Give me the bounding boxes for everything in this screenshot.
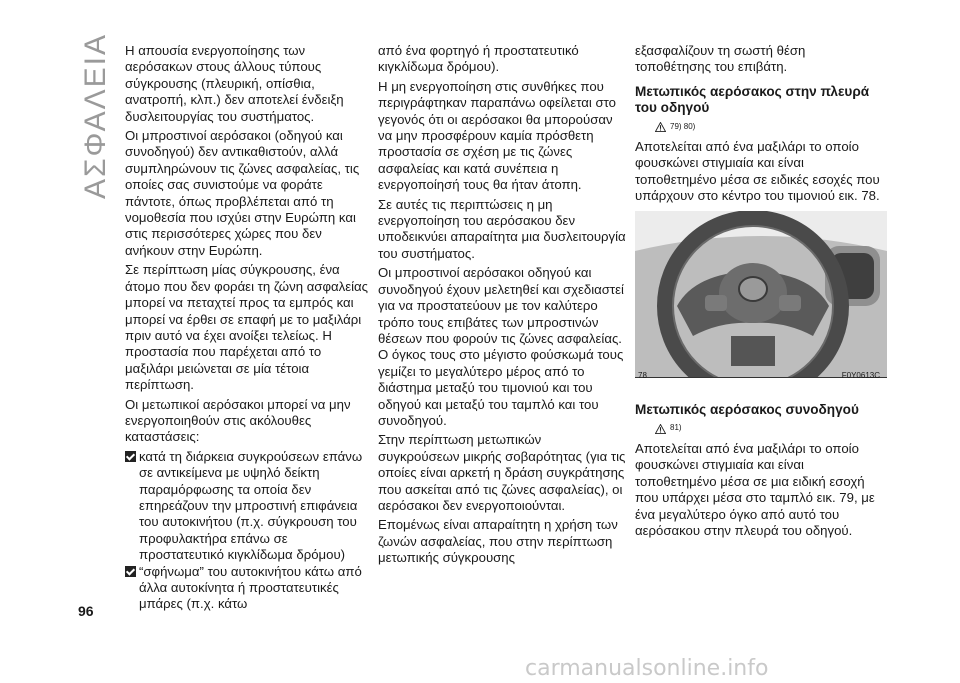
text-column-2 (378, 43, 626, 570)
paragraph: Σε αυτές τις περιπτώσεις η μη ενεργοποίηση του αερόσακου δεν υποδεικνύει απαραίτητα μια δυσλειτουργία του συστήματος. (378, 196, 626, 261)
paragraph: Οι μπροστινοί αερόσακοι (οδηγού και συνοδηγού) δεν αντικαθιστούν, αλλά συμπληρώνουν τις ζώνες ασφαλείας, τις οποίες σας συνιστούμε να φοράτε πάντοτε, όπως προβλέπεται από τη νομοθεσία που ισχύει στην Ευρώπη και στις περισσότερες χώρες που δεν ανήκουν στην Ευρώπη. (125, 128, 360, 258)
checkbox-bullet-icon (125, 451, 136, 462)
text-column-3 (635, 43, 883, 542)
paragraph: Επομένως είναι απαραίτητη η χρήση των ζωνών ασφαλείας, που στην περίπτωση μετωπικής σύγκρουσης (378, 517, 618, 566)
warning-references (655, 119, 883, 135)
figure-number: 78 (638, 370, 647, 380)
section-heading: Μετωπικός αερόσακος στην πλευρά του οδηγού (635, 83, 870, 116)
section-title (78, 32, 114, 200)
paragraph: Σε περίπτωση μίας σύγκρουσης, ένα άτομο που δεν φοράει τη ζώνη ασφαλείας μπορεί να πεταχτεί προς τα εμπρός και μπορεί να έρθει σε επαφή με το μαξιλάρι πριν αυτό να έχει ανοίξει τελείως. Η προστασία που παρέχεται από το μαξιλάρι μειώνεται σε μία τέτοια περίπτωση. (125, 262, 369, 393)
bullet-item (125, 449, 373, 564)
checkbox-bullet-icon (125, 566, 136, 577)
paragraph: από ένα φορτηγό ή προστατευτικό κιγκλίδωμα δρόμου). (378, 43, 579, 75)
paragraph: εξασφαλίζουν τη σωστή θέση τοποθέτησης του επιβάτη. (635, 43, 806, 75)
text-column-1 (125, 43, 373, 613)
page-number: 96 (78, 603, 94, 619)
section-title-text: ΑΣΦΑΛΕΙΑ (79, 32, 112, 200)
paragraph: Οι μπροστινοί αερόσακοι οδηγού και συνοδηγού έχουν μελετηθεί και σχεδιαστεί για να προστατεύουν με τον καλύτερο τρόπο τους επιβάτες των μπροστινών θέσεων που φορούν τις ζώνες ασφαλείας. Ο όγκος τους στο μέγιστο φούσκωμά τους γεμίζει το μεγαλύτερο μέρος από το διάστημα μεταξύ του τιμονιού και του οδηγού και μεταξύ του ταμπλό και του συνοδηγού. (378, 265, 624, 428)
steering-wheel-image (635, 211, 887, 377)
warning-triangle-icon (655, 424, 666, 434)
steering-wheel-figure (635, 211, 887, 378)
bullet-text: “σφήνωμα” του αυτοκινήτου κάτω από άλλα αυτοκίνητα ή προστατευτικές μπάρες (π.χ. κάτω (139, 563, 362, 612)
paragraph: Η μη ενεργοποίηση στις συνθήκες που περιγράφτηκαν παραπάνω οφείλεται στο γεγονός ότι οι αερόσακοι θα μπορούσαν να μην προσφέρουν καμία πρόσθετη προστασία σε σχέση με τις ζώνες ασφαλείας και κατά συνέπεια η ενεργοποίησή τους θα ήταν άτοπη. (378, 78, 617, 193)
reference-numbers: 81) (670, 423, 682, 433)
figure-code: F0Y0613C (841, 370, 880, 380)
paragraph: Αποτελείται από ένα μαξιλάρι το οποίο φουσκώνει στιγμιαία και είναι τοποθετημένο μέσα σε ειδικές εσοχές που υπάρχουν στο κέντρο του τιμονιού εικ. 78. (635, 139, 880, 204)
paragraph: Οι μετωπικοί αερόσακοι μπορεί να μην ενεργοποιηθούν στις ακόλουθες καταστάσεις: (125, 396, 351, 445)
bullet-item (125, 564, 373, 613)
paragraph: Η απουσία ενεργοποίησης των αερόσακων στους άλλους τύπους σύγκρουσης (πλευρική, οπίσθια, ανατροπή, κλπ.) δεν αποτελεί ένδειξη δυσλειτουργίας του συστήματος. (125, 43, 344, 124)
bullet-text: κατά τη διάρκεια συγκρούσεων επάνω σε αντικείμενα με υψηλό δείκτη παραμόρφωσης τα οποία δεν επηρεάζουν την μπροστινή επιφάνεια του αυτοκινήτου (π.χ. σύγκρουση του προφυλακτήρα επάνω σε προστατευτικό κιγκλίδωμα δρόμου) (139, 448, 363, 563)
warning-triangle-icon (655, 122, 666, 132)
section-heading: Μετωπικός αερόσακος συνοδηγού (635, 402, 859, 418)
paragraph: Στην περίπτωση μετωπικών συγκρούσεων μικρής σοβαρότητας (για τις οποίες είναι αρκετή η δράση συγκράτησης που ασκείται από τις ζώνες ασφαλείας), οι αερόσακοι δεν ενεργοποιούνται. (378, 432, 626, 513)
warning-references (655, 420, 883, 436)
figure-caption (635, 368, 883, 384)
reference-numbers: 79) 80) (670, 121, 696, 131)
watermark: carmanualsonline.info (525, 656, 769, 681)
paragraph: Αποτελείται από ένα μαξιλάρι το οποίο φουσκώνει στιγμιαία και είναι τοποθετημένο μέσα σε μια ειδική εσοχή που υπάρχει μέσα στο ταμπλό εικ. 79, με ένα μεγαλύτερο όγκο από αυτό του αερόσακου στην πλευρά του οδηγού. (635, 440, 875, 538)
